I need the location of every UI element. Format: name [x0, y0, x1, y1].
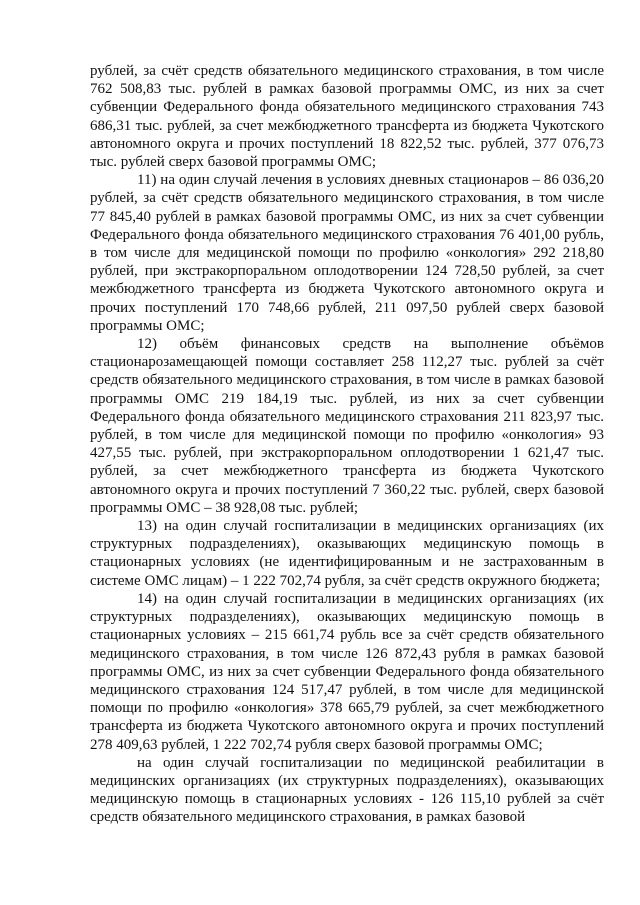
paragraph-10-continuation: рублей, за счёт средств обязательного медицинского страхования, в том числе 762 508,83 тыс. рублей в рамках базовой программы ОМС, из них за счет субвенции Федерального фонда обязательного медицинского страхования 743 686,31 тыс. рублей, за счет межбюджетного трансферта из бюджета Чукотского автономного округа и прочих поступлений 18 822,52 тыс. рублей, 377 076,73 тыс. рублей сверх базовой программы ОМС;: [90, 63, 604, 171]
paragraph-item-14: 14) на один случай госпитализации в медицинских организациях (их структурных подразделениях), оказывающих медицинскую помощь в стационарных условиях – 215 661,74 рубль все за счёт средств обязательного медицинского страхования, в том числе 126 872,43 рубля в рамках базовой программы ОМС, из них за счет субвенции Федерального фонда обязательного медицинского страхования 124 517,47 рублей, в том числе для медицинской помощи по профилю «онкология» 378 665,79 рублей, за счет межбюджетного трансферта из бюджета Чукотского автономного округа и прочих поступлений 278 409,63 рублей, 1 222 702,74 рубля сверх базовой программы ОМС;: [90, 590, 604, 753]
document-page: [90, 62, 604, 827]
paragraph-item-11: 11) на один случай лечения в условиях дневных стационаров – 86 036,20 рублей, за счёт средств обязательного медицинского страхования, в том числе 77 845,40 рублей в рамках базовой программы ОМС, из них за счет субвенции Федерального фонда обязательного медицинского страхования 76 401,00 рубль, в том числе для медицинской помощи по профилю «онкология» 292 218,80 рублей, при экстракорпоральном оплодотворении 124 728,50 рублей, за счет межбюджетного трансферта из бюджета Чукотского автономного округа и прочих поступлений 170 748,66 рублей, 211 097,50 рублей сверх базовой программы ОМС;: [90, 172, 604, 334]
paragraph-item-13: 13) на один случай госпитализации в медицинских организациях (их структурных подразделениях), оказывающих медицинскую помощь в стационарных условиях (не идентифицированным и не застрахованным в системе ОМС лицам) – 1 222 702,74 рубля, за счёт средств окружного бюджета;: [90, 518, 604, 589]
paragraph-rehabilitation: на один случай госпитализации по медицинской реабилитации в медицинских организациях (их структурных подразделениях), оказывающих медицинскую помощь в стационарных условиях - 126 115,10 рублей за счёт средств обязательного медицинского страхования, в рамках базовой: [90, 754, 604, 826]
paragraph-item-12: 12) объём финансовых средств на выполнение объёмов стационарозамещающей помощи составляет 258 112,27 тыс. рублей за счёт средств обязательного медицинского страхования, в том числе в рамках базовой программы ОМС 219 184,19 тыс. рублей, из них за счет субвенции Федерального фонда обязательного медицинского страхования 211 823,97 тыс. рублей, в том числе для медицинской помощи по профилю «онкология» 93 427,55 тыс. рублей, при экстракорпоральном оплодотворении 1 621,47 тыс. рублей, за счет межбюджетного трансферта из бюджета Чукотского автономного округа и прочих поступлений 7 360,22 тыс. рублей, сверх базовой программы ОМС – 38 928,08 тыс. рублей;: [90, 336, 604, 516]
